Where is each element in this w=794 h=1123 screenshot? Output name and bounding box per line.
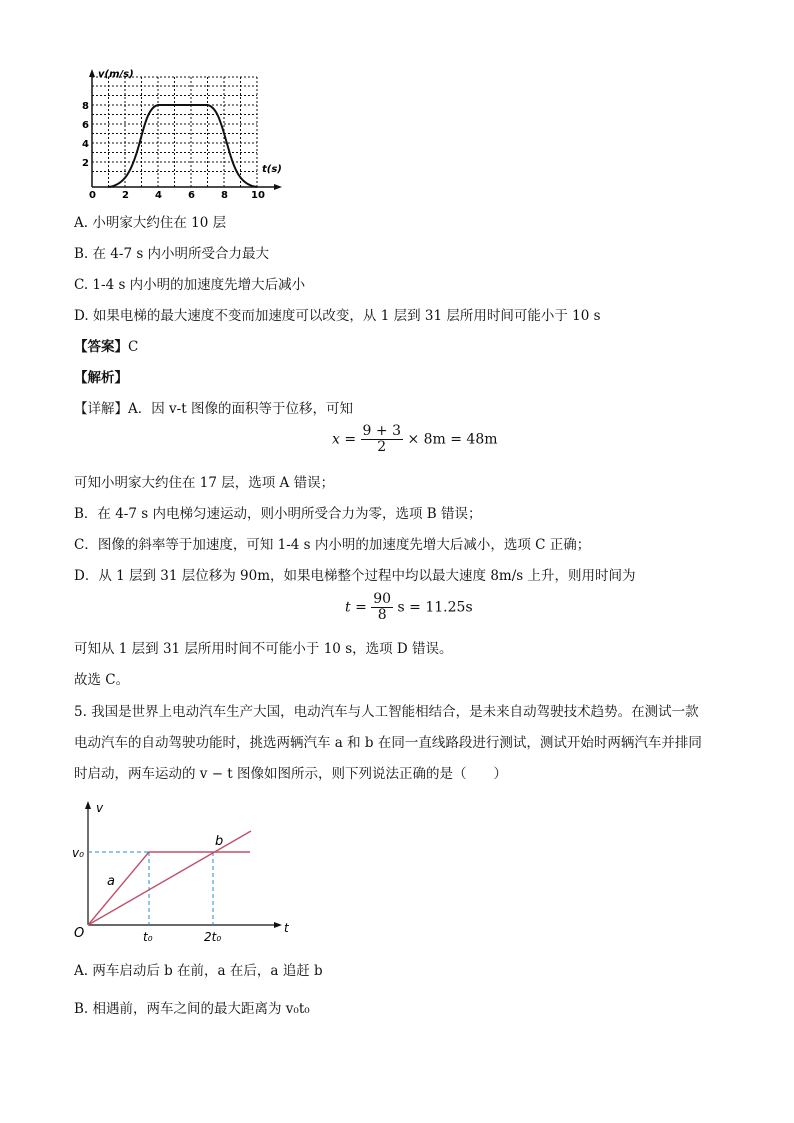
x-tick-label: 2 [122,190,129,200]
detail-d: D．从 1 层到 31 层位移为 90m，如果电梯整个过程中均以最大速度 8m/s 上升，则用时间为 [74,568,636,584]
y-axis-arrow [89,69,95,77]
y-axis-arrow [85,801,91,809]
detail-prefix: 【详解】 [74,401,128,417]
y-tick-label: 2 [82,158,89,169]
x-tick-label: 10 [251,190,265,200]
origin-label: O [74,926,85,941]
analysis-tag: 【解析】 [74,370,128,386]
eq2-lhs: t = [345,599,367,616]
conclusion-d: 可知从 1 层到 31 层所用时间不可能小于 10 s，选项 D 错误。 [74,641,453,657]
detail-b: B．在 4-7 s 内电梯匀速运动，则小明所受合力为零，选项 B 错误； [74,506,482,522]
answer-line [74,338,138,356]
eq1-denominator: 2 [377,439,387,455]
line-b-label: b [215,834,224,849]
option-c: C. 1-4 s 内小明的加速度先增大后减小 [74,277,306,293]
final-answer: 故选 C。 [74,672,130,688]
option-d: D. 如果电梯的最大速度不变而加速度可以改变，从 1 层到 31 层所用时间可能小于 10 s [74,308,601,324]
velocity-curve [109,105,258,187]
eq1-fraction [361,424,403,455]
answer-value: C [128,339,139,355]
x-axis-arrow [274,922,282,928]
x-tick-label: 4 [155,190,162,200]
detail-c: C．图像的斜率等于加速度，可知 1-4 s 内小明的加速度先增大后减小，选项 C 正确； [74,537,591,553]
detail-a-text: A．因 v-t 图像的面积等于位移，可知 [128,401,353,417]
q5-stem-line3: 时启动，两车运动的 v − t 图像如图所示，则下列说法正确的是（ ） [74,766,508,782]
equation-displacement [332,424,498,455]
conclusion-a: 可知小明家大约住在 17 层，选项 A 错误； [74,475,335,491]
2t0-label: 2t₀ [204,930,222,944]
eq2-fraction [371,592,393,623]
q5-stem-line2: 电动汽车的自动驾驶功能时，挑选两辆汽车 a 和 b 在同一直线路段进行测试，测试开始时两辆汽车并排同 [74,735,702,751]
grid [92,77,257,187]
q5-option-b: B. 相遇前，两车之间的最大距离为 v₀t₀ [74,1001,310,1017]
y-tick-label: 6 [82,120,89,131]
q5-option-a: A. 两车启动后 b 在前，a 在后，a 追赶 b [74,963,323,979]
eq2-denominator: 8 [377,607,387,623]
y-tick-label: 4 [82,139,89,150]
eq2-rhs: s = 11.25s [397,599,473,616]
q5-stem-line1: 5. 我国是世界上电动汽车生产大国，电动汽车与人工智能相结合，是未来自动驾驶技术趋势。在测试一款 [74,704,699,720]
answer-tag: 【答案】 [74,339,128,355]
y-axis-label: v(m/s) [98,69,134,80]
x-tick-label: 0 [89,190,96,200]
detail-a [74,400,353,418]
x-tick-label: 8 [221,190,228,200]
eq1-numerator: 9 + 3 [362,423,401,439]
line-a-label: a [107,874,115,889]
t0-label: t₀ [143,930,153,944]
x-axis-label: t(s) [262,164,282,175]
option-a: A. 小明家大约住在 10 层 [74,215,227,231]
elevator-vt-graph [80,65,290,200]
x-axis-arrow [274,184,282,190]
eq1-rhs: × 8m = 48m [407,431,498,448]
option-b: B. 在 4-7 s 内小明所受合力最大 [74,246,270,262]
v0-label: v₀ [72,846,84,860]
equation-time [345,592,473,623]
eq1-lhs: x = [332,431,357,448]
two-car-vt-graph [70,795,300,950]
y-axis-label: v [96,801,104,815]
x-tick-label: 6 [188,190,195,200]
y-tick-label: 8 [82,101,89,112]
eq2-numerator: 90 [373,591,392,607]
x-axis-label: t [284,921,289,935]
